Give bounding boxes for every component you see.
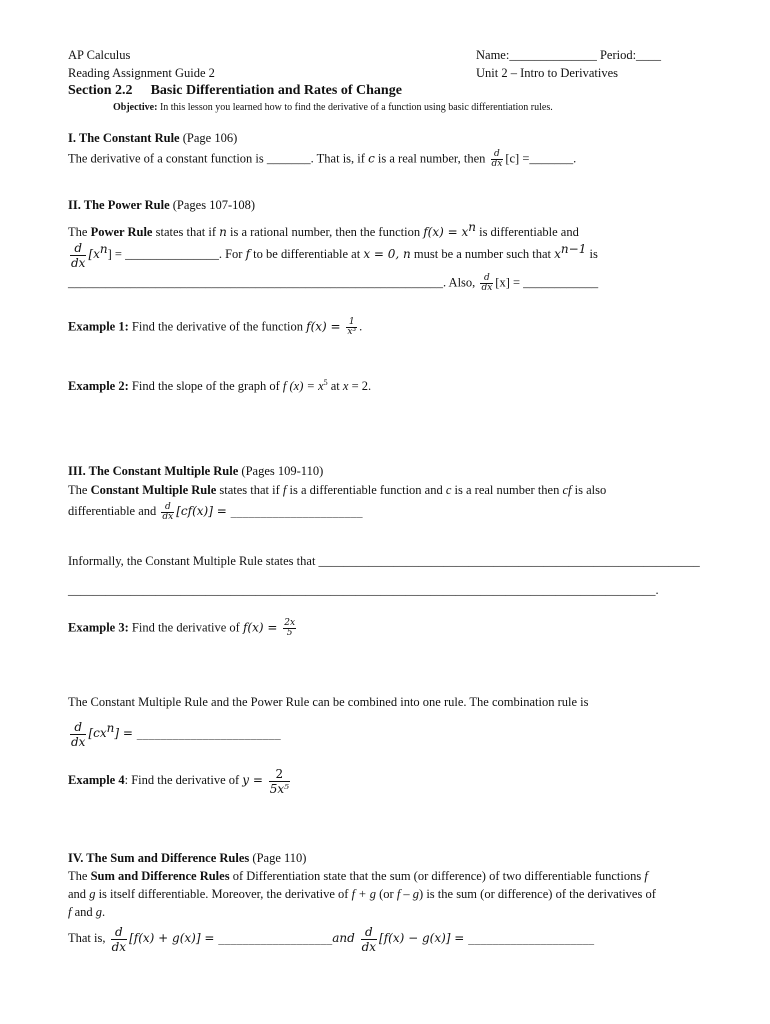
sum-rule-line3: [68, 904, 105, 920]
power-rule-line3: [68, 274, 598, 293]
text-run: That is,: [68, 931, 109, 945]
math-g: g: [89, 887, 96, 901]
text-run: = 2.: [348, 379, 372, 394]
math-f-minus-g: f – g: [396, 887, 420, 901]
text-run: [x] = ____________: [495, 275, 599, 290]
text-run: to be differentiable at: [250, 247, 364, 262]
informal-statement: Informally, the Constant Multiple Rule states that _____________________________________________________________: [68, 554, 700, 568]
sum-rule-line4: [68, 922, 594, 954]
math-expr: [cx: [88, 726, 107, 741]
frac-num: 2x: [284, 618, 296, 628]
example-3: [68, 619, 298, 638]
text-run: and: [68, 887, 90, 901]
math-f: f: [282, 483, 287, 497]
math-x0: x = 0, n: [363, 247, 411, 262]
math-f: f: [644, 869, 648, 883]
math-n: n: [219, 225, 227, 240]
objective: [113, 100, 553, 116]
objective-label: Objective:: [113, 102, 158, 113]
frac-num: d: [480, 274, 493, 284]
constant-rule-title: I. The Constant Rule: [68, 131, 180, 145]
constant-multiple-title: III. The Constant Multiple Rule: [68, 464, 239, 478]
text-run: .: [359, 319, 363, 334]
math-expr: ] = ________________________: [114, 726, 281, 741]
derivative-operator: [70, 720, 86, 749]
frac-num: d: [361, 925, 377, 940]
text-run: is a real number, then: [374, 151, 489, 166]
derivative-operator: [480, 274, 493, 293]
math-x: x: [554, 247, 561, 262]
text-run: The derivative of a constant function is _______. That is, if: [68, 151, 369, 166]
example-label: Example 4: [68, 773, 125, 787]
frac-den: dx: [71, 734, 86, 749]
unit-title: Unit 2 – Intro to Derivatives: [476, 66, 618, 80]
text-run: Find the slope of the graph of: [128, 379, 283, 394]
constant-rule-pages: (Page 106): [179, 131, 238, 145]
frac-den: dx: [481, 283, 493, 293]
text-run: The: [68, 869, 91, 883]
combination-rule-text: The Constant Multiple Rule and the Power Rule can be combined into one rule. The combination rule is: [68, 695, 589, 709]
text-run: is a rational number, then the function: [226, 225, 424, 240]
constant-multiple-heading: [68, 463, 323, 479]
math-x: x: [342, 379, 349, 394]
math-expr: [cf(x)] = ______________________: [176, 504, 363, 518]
text-run: is: [586, 247, 598, 262]
math-sup: n: [468, 220, 476, 234]
math-sup: 5: [323, 378, 328, 387]
frac-den: x³: [347, 327, 357, 337]
text-run: ) is the sum (or difference) of the derivatives of: [419, 887, 656, 901]
math-c: c: [368, 151, 375, 166]
combination-rule-expr: [68, 712, 281, 749]
frac-den: dx: [111, 939, 127, 954]
fraction: [283, 619, 296, 638]
name-period-field[interactable]: Name:______________ Period:____: [476, 48, 662, 62]
constant-rule-heading: [68, 130, 237, 146]
power-rule-bold: Power Rule: [90, 225, 153, 240]
sum-rule-line1: [68, 868, 648, 884]
section-title: Basic Differentiation and Rates of Change: [150, 83, 402, 98]
example-label: Example 1:: [68, 319, 129, 334]
sum-rule-heading: [68, 850, 306, 866]
text-run: and: [71, 905, 96, 919]
frac-num: 1: [346, 318, 357, 328]
text-run: Find the derivative of the function: [128, 319, 307, 334]
sum-rule-bold: Sum and Difference Rules: [90, 869, 230, 883]
frac-den: 5x⁵: [269, 781, 289, 796]
text-run: ____________________________________________________________. Also,: [68, 275, 479, 290]
text-run: : Find the derivative of: [124, 773, 243, 787]
text-run: of Differentiation state that the sum (or difference) of two differentiable functions: [229, 869, 645, 883]
section-number: Section 2.2: [68, 83, 133, 98]
course-name: AP Calculus: [68, 48, 131, 62]
frac-num: d: [161, 503, 174, 513]
constant-rule-text: [68, 150, 576, 169]
frac-num: d: [491, 150, 504, 160]
math-f-plus-g: f + g: [351, 887, 376, 901]
section-heading: [68, 83, 402, 99]
frac-num: d: [111, 925, 127, 940]
frac-num: d: [70, 720, 86, 735]
math-sup: n: [99, 242, 108, 256]
sum-rule-line2: [68, 886, 656, 902]
math-expr: [f(x) − g(x)] = _____________________: [379, 931, 595, 945]
derivative-operator: [161, 503, 174, 522]
text-run: is differentiable and: [475, 225, 579, 240]
text-run: The: [68, 225, 91, 240]
frac-den: 5: [286, 628, 293, 638]
derivative-operator: [111, 925, 127, 954]
frac-den: dx: [162, 511, 174, 522]
text-run: is itself differentiable. Moreover, the derivative of: [95, 887, 352, 901]
power-rule-line1: [68, 219, 579, 240]
derivative-operator: [361, 925, 377, 954]
math-f: f: [245, 247, 251, 262]
power-rule-title: II. The Power Rule: [68, 198, 170, 212]
example-label: Example 2:: [68, 379, 129, 394]
frac-den: dx: [361, 939, 377, 954]
example-4: [68, 764, 292, 796]
math-sup: n: [106, 721, 115, 735]
math-f: f: [68, 905, 72, 919]
sum-rule-title: IV. The Sum and Difference Rules: [68, 851, 250, 865]
power-rule-pages: (Pages 107-108): [169, 198, 256, 212]
math-x: [x: [88, 247, 100, 262]
power-rule-heading: [68, 197, 255, 213]
text-run: [c] =_______.: [505, 151, 577, 166]
math-fx: f(x) =: [306, 319, 345, 334]
sum-rule-pages: (Page 110): [249, 851, 307, 865]
frac-num: 2: [269, 767, 290, 782]
text-run: states that if: [216, 483, 283, 497]
example-1: [68, 318, 362, 337]
text-run: The: [68, 483, 91, 497]
text-run: differentiable and: [68, 504, 160, 518]
math-y: y =: [242, 773, 267, 787]
text-run: is a real number then: [451, 483, 563, 497]
text-run: at: [327, 379, 343, 394]
math-fx: f(x) =: [242, 620, 282, 635]
constant-multiple-line1: [68, 482, 606, 498]
power-rule-line2: [68, 239, 598, 270]
text-run: .: [102, 905, 106, 919]
blank-answer-line: ______________________________________________________________________________________________.: [68, 583, 659, 597]
frac-num: d: [70, 241, 86, 256]
frac-den: dx: [491, 159, 503, 169]
guide-title: Reading Assignment Guide 2: [68, 66, 215, 80]
fraction: [346, 318, 357, 337]
derivative-operator: [491, 150, 504, 169]
frac-den: dx: [71, 255, 86, 270]
derivative-operator: [70, 241, 86, 270]
objective-text: In this lesson you learned how to find the derivative of a function using basic differentiation rules.: [157, 102, 553, 113]
math-g: g: [95, 905, 103, 919]
text-run: is a differentiable function and: [286, 483, 446, 497]
constant-multiple-line2: [68, 501, 363, 522]
text-run: states that if: [152, 225, 220, 240]
text-run: Find the derivative of: [128, 620, 243, 635]
math-fx: f(x) = x: [423, 225, 469, 240]
example-2: [68, 375, 371, 394]
constant-multiple-bold: Constant Multiple Rule: [90, 483, 217, 497]
text-run: ] = _______________. For: [107, 247, 246, 262]
text-run: (or: [375, 887, 397, 901]
math-cf: cf: [562, 483, 572, 497]
text-run: must be a number such that: [410, 247, 555, 262]
math-fx: f (x) = x: [282, 379, 324, 394]
text-run: is also: [571, 483, 607, 497]
constant-multiple-pages: (Pages 109-110): [238, 464, 324, 478]
example-label: Example 3:: [68, 620, 129, 635]
math-c: c: [445, 483, 452, 497]
fraction: [269, 767, 290, 796]
math-expr: [f(x) + g(x)] = ___________________and: [129, 931, 359, 945]
math-sup: n−1: [560, 242, 587, 256]
